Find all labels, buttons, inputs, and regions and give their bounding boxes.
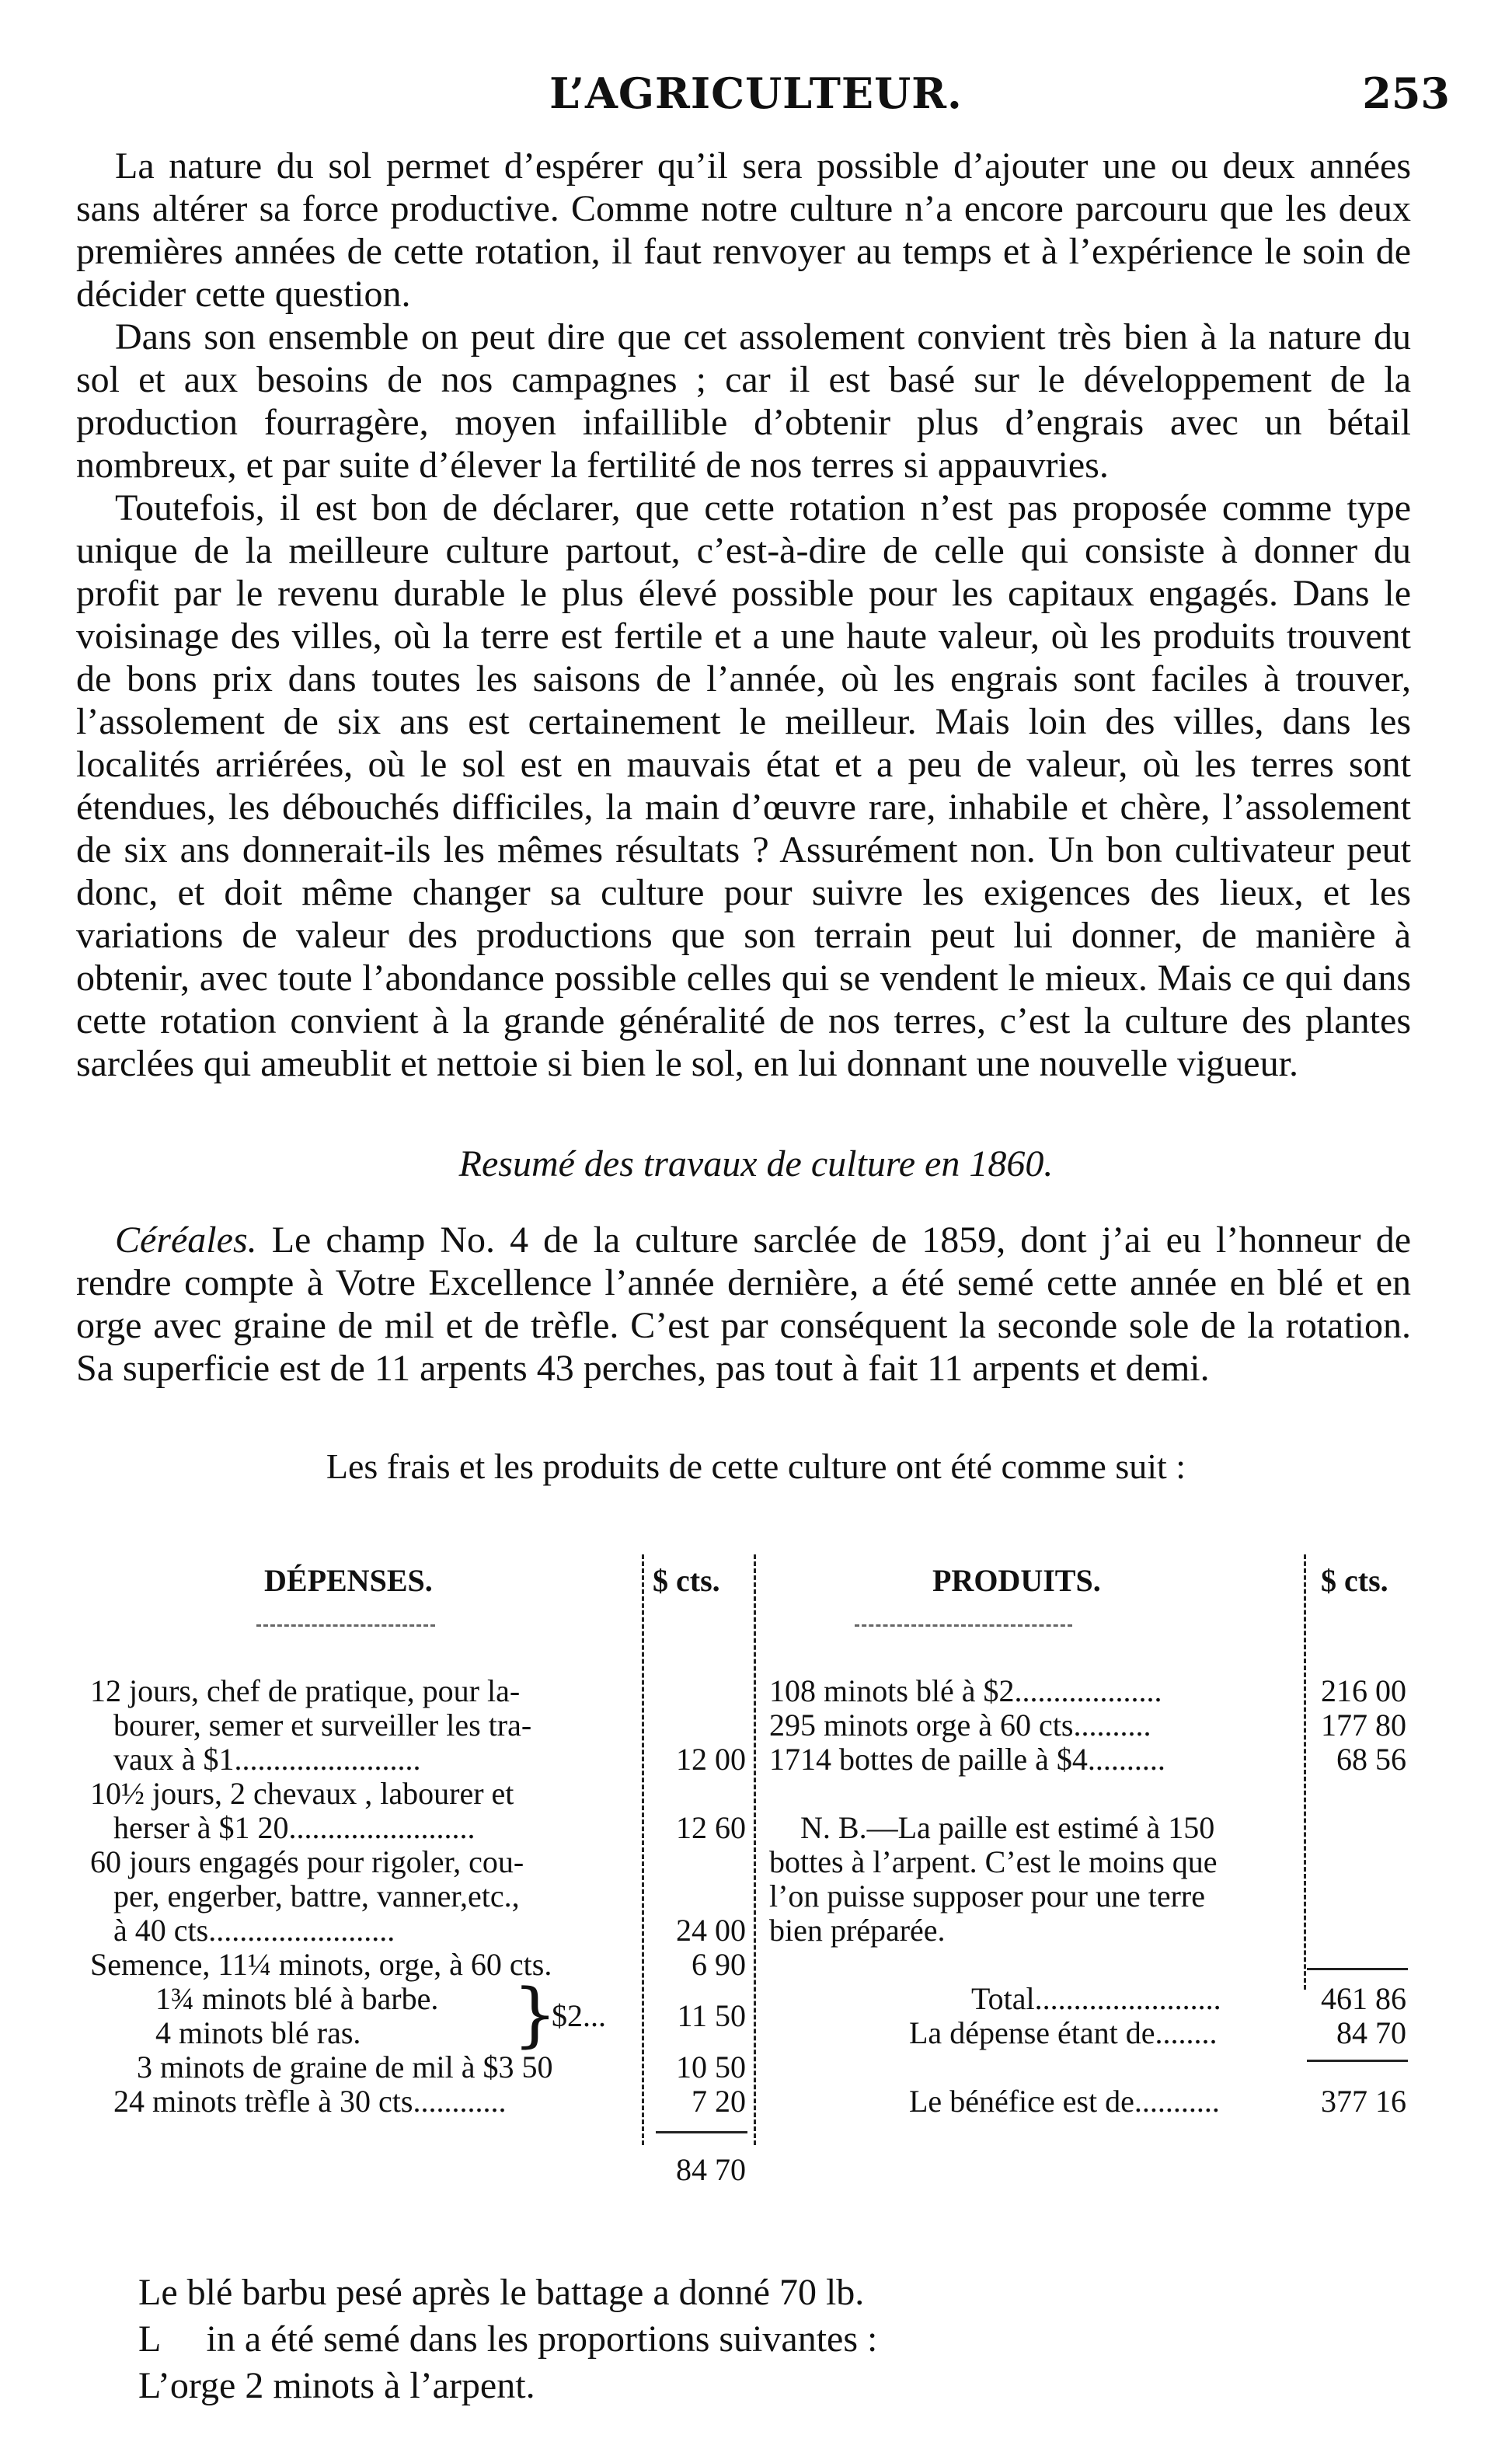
footer-line: L in a été semé dans les proportions suivantes : xyxy=(138,2318,878,2360)
produits-header: PRODUITS. xyxy=(932,1563,1101,1598)
cereales-lead: Céréales. xyxy=(115,1219,257,1261)
depense-amount: 10 50 xyxy=(676,2050,746,2084)
depense-amount: 12 60 xyxy=(676,1810,746,1845)
column-divider xyxy=(754,1554,756,2145)
depense-amount: 24 00 xyxy=(676,1913,746,1948)
nb-note: N. B.—La paille est estimé à 150 bottes à l’arpent. C’est le moins que l’on puisse supposer pour une terre bien préparée. xyxy=(769,1810,1218,1948)
footer-line: L’orge 2 minots à l’arpent. xyxy=(138,2365,535,2406)
brace-symbol: } xyxy=(513,1974,558,2056)
expense-label: La dépense étant de........ xyxy=(909,2015,1218,2050)
body-text xyxy=(76,145,1411,1085)
section-title: Resumé des travaux de culture en 1860. xyxy=(458,1143,1054,1184)
table-intro: Les frais et les produits de cette culture ont été comme suit : xyxy=(326,1446,1186,1486)
depense-amount: 6 90 xyxy=(692,1947,746,1982)
depense-entry: 60 jours engagés pour rigoler, cou- per, engerber, battre, vanner,etc., à 40 cts........................ xyxy=(90,1844,524,1948)
produit-entry: 1714 bottes de paille à $4.......... xyxy=(769,1742,1165,1777)
depenses-header: DÉPENSES. xyxy=(264,1563,433,1598)
produit-entry: 295 minots orge à 60 cts.......... xyxy=(769,1708,1151,1743)
page-number: 253 xyxy=(1362,68,1450,118)
produit-entry: 108 minots blé à $2................... xyxy=(769,1673,1162,1708)
depense-entry: 1¾ minots blé à barbe. 4 minots blé ras. xyxy=(155,1981,439,2050)
depense-entry: 12 jours, chef de pratique, pour la- bourer, semer et surveiller les tra- vaux à $1........................ xyxy=(90,1673,532,1777)
depenses-unit-header: $ cts. xyxy=(653,1563,720,1598)
total-amount: 461 86 xyxy=(1321,1981,1406,2016)
depense-entry: Semence, 11¼ minots, orge, à 60 cts. xyxy=(90,1947,552,1982)
column-divider xyxy=(1304,1554,1306,1990)
expense-amount: 84 70 xyxy=(1336,2015,1406,2050)
footer-notes xyxy=(138,2269,877,2409)
produit-amount: 68 56 xyxy=(1336,1742,1406,1777)
profit-amount: 377 16 xyxy=(1321,2084,1406,2119)
cereales-text: Le champ No. 4 de la culture sarclée de 1859, dont j’ai eu l’honneur de rendre compte à Votre Excellence l’année dernière, a été semé cette année en blé et en orge avec graine de mil et de trèfle. C’est par conséquent la seconde sole de la rotation. Sa superficie est de 11 arpents 43 perches, pas tout à fait 11 arpents et demi. xyxy=(76,1219,1412,1389)
depense-amount: 12 00 xyxy=(676,1742,746,1777)
total-rule xyxy=(656,2131,747,2133)
depense-entry: 3 minots de graine de mil à $3 50 xyxy=(137,2050,553,2084)
depense-amount: 7 20 xyxy=(692,2084,746,2119)
depense-entry: 10½ jours, 2 chevaux , labourer et herser à $1 20........................ xyxy=(90,1776,514,1845)
brace-price: $2... xyxy=(552,1998,606,2033)
cereales-paragraph xyxy=(76,1219,1411,1390)
produits-unit-header: $ cts. xyxy=(1321,1563,1388,1598)
paragraph-1: La nature du sol permet d’espérer qu’il sera possible d’ajouter une ou deux années sans altérer sa force productive. Comme notre culture n’a encore parcouru que les deux premières années de cette rotation, il faut renvoyer au temps et à l’expérience le soin de décider cette question. xyxy=(76,145,1411,315)
depense-total: 84 70 xyxy=(676,2152,746,2187)
produit-amount: 216 00 xyxy=(1321,1673,1406,1708)
total-label: Total........................ xyxy=(971,1981,1221,2016)
footer-line: Le blé barbu pesé après le battage a donné 70 lb. xyxy=(138,2272,865,2313)
total-rule xyxy=(1307,1968,1408,1970)
header-rule xyxy=(256,1624,435,1627)
paragraph-2: Dans son ensemble on peut dire que cet assolement convient très bien à la nature du sol et aux besoins de nos campagnes ; car il est basé sur le développement de la production fourragère, moyen infaillible d’obtenir plus d’engrais avec un bétail nombreux, et par suite d’élever la fertilité de nos terres si appauvries. xyxy=(76,316,1411,486)
total-rule xyxy=(1307,2060,1408,2062)
depense-amount: 11 50 xyxy=(677,1998,746,2033)
depense-entry: 24 minots trèfle à 30 cts............ xyxy=(113,2084,507,2119)
paragraph-3: Toutefois, il est bon de déclarer, que cette rotation n’est pas proposée comme type unique de la meilleure culture partout, c’est-à-dire de celle qui consiste à donner du profit par le revenu durable le plus élevé possible pour les capitaux engagés. Dans le voisinage des villes, où la terre est fertile et a une haute valeur, où les produits trouvent de bons prix dans toutes les saisons de l’année, où les engrais sont faciles à trouver, l’assolement de six ans est certainement le meilleur. Mais loin des villes, dans les localités arriérées, où le sol est en mauvais état et a peu de valeur, où les terres sont étendues, les débouchés difficiles, la main d’œuvre rare, inhabile et chère, l’assolement de six ans donnerait-ils les mêmes résultats ? Assurément non. Un bon cultivateur peut donc, et doit même changer sa culture pour suivre les exigences des lieux, et les variations de valeur des productions que son terrain peut lui donner, de manière à obtenir, avec toute l’abondance possible celles qui se vendent le mieux. Mais ce qui dans cette rotation convient à la grande généralité de nos terres, c’est la culture des plantes sarclées qui ameublit et nettoie si bien le sol, en lui donnant une nouvelle vigueur. xyxy=(76,487,1411,1084)
profit-label: Le bénéfice est de........... xyxy=(909,2084,1220,2119)
produit-amount: 177 80 xyxy=(1321,1708,1406,1743)
running-header-title: L’AGRICULTEUR. xyxy=(549,68,963,118)
header-rule xyxy=(855,1624,1072,1627)
